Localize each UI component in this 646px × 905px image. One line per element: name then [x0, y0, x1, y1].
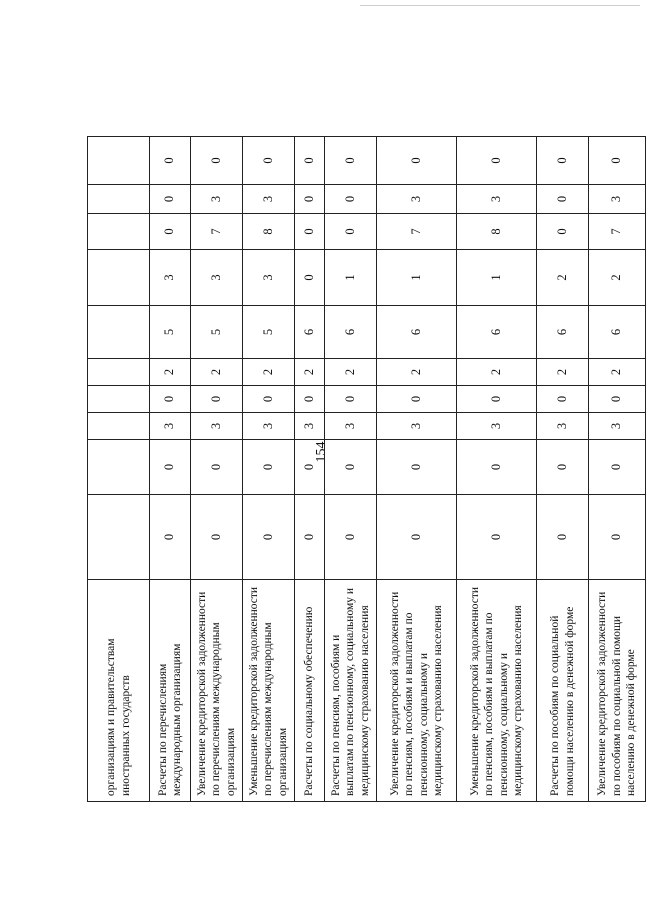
code-cell: 0 [537, 214, 589, 250]
code-cell [88, 440, 150, 495]
code-cell: 0 [537, 386, 589, 413]
code-cell: 3 [150, 413, 191, 440]
row-label: Уменьшение кредиторской задолженности по пенсиям, пособиям и выплатам по пенсионному, социальному и медицинскому страхованию населения [457, 580, 537, 802]
table-body [88, 137, 646, 802]
code-cell [88, 185, 150, 214]
code-cell: 1 [457, 250, 537, 306]
code-cell: 0 [191, 495, 243, 580]
code-cell: 0 [295, 386, 325, 413]
code-cell: 3 [589, 413, 646, 440]
code-cell [88, 495, 150, 580]
code-cell: 0 [150, 386, 191, 413]
row-label: Увеличение кредиторской задолженности по перечислениям международным организациям [191, 580, 243, 802]
code-cell: 2 [537, 359, 589, 386]
code-cell [88, 137, 150, 185]
code-cell: 7 [377, 214, 457, 250]
code-cell: 0 [295, 250, 325, 306]
code-cell: 0 [243, 386, 295, 413]
table-row [457, 137, 537, 802]
code-cell: 2 [243, 359, 295, 386]
code-cell: 3 [150, 250, 191, 306]
table-region [87, 137, 638, 802]
code-cell [88, 386, 150, 413]
code-cell: 0 [589, 137, 646, 185]
code-cell: 0 [325, 386, 377, 413]
code-cell: 3 [191, 250, 243, 306]
code-cell: 0 [325, 137, 377, 185]
code-cell: 1 [325, 250, 377, 306]
table-row [150, 137, 191, 802]
table-row [377, 137, 457, 802]
code-cell: 0 [295, 440, 325, 495]
code-cell: 2 [589, 250, 646, 306]
code-cell: 0 [295, 137, 325, 185]
code-cell: 6 [325, 306, 377, 359]
code-cell: 2 [325, 359, 377, 386]
code-cell: 0 [377, 495, 457, 580]
code-cell [88, 250, 150, 306]
code-cell: 3 [377, 185, 457, 214]
code-cell: 6 [457, 306, 537, 359]
code-cell [88, 359, 150, 386]
code-cell: 3 [191, 185, 243, 214]
code-cell: 2 [150, 359, 191, 386]
code-cell: 3 [243, 250, 295, 306]
row-label: Расчеты по пособиям по социальной помощи населению в денежной форме [537, 580, 589, 802]
code-cell: 5 [150, 306, 191, 359]
code-cell: 3 [243, 413, 295, 440]
code-cell: 0 [191, 386, 243, 413]
code-cell: 3 [377, 413, 457, 440]
table-row [325, 137, 377, 802]
table-row [295, 137, 325, 802]
page-number: 154 [314, 441, 329, 463]
code-cell: 0 [325, 440, 377, 495]
code-cell: 6 [295, 306, 325, 359]
row-label: организациям и правительствам иностранных государств [88, 580, 150, 802]
code-cell: 0 [377, 386, 457, 413]
row-label: Расчеты по перечислениям международным организациям [150, 580, 191, 802]
code-cell: 0 [295, 214, 325, 250]
code-cell: 0 [295, 185, 325, 214]
row-label: Увеличение кредиторской задолженности по пенсиям, пособиям и выплатам по пенсионному, социальному и медицинскому страхованию населения [377, 580, 457, 802]
top-rule [360, 5, 640, 6]
code-cell: 2 [377, 359, 457, 386]
table-row [589, 137, 646, 802]
code-cell [88, 413, 150, 440]
code-cell: 3 [191, 413, 243, 440]
code-cell: 0 [150, 440, 191, 495]
code-cell: 0 [325, 214, 377, 250]
code-cell: 3 [537, 413, 589, 440]
code-cell: 2 [537, 250, 589, 306]
code-cell: 0 [191, 137, 243, 185]
code-cell: 6 [377, 306, 457, 359]
code-cell: 2 [589, 359, 646, 386]
code-cell: 6 [589, 306, 646, 359]
code-cell: 2 [191, 359, 243, 386]
row-label: Увеличение кредиторской задолженности по пособиям по социальной помощи населению в денежной форме [589, 580, 646, 802]
code-cell: 3 [589, 185, 646, 214]
code-cell: 0 [457, 495, 537, 580]
code-cell: 0 [150, 185, 191, 214]
code-cell: 0 [537, 137, 589, 185]
code-cell: 8 [243, 214, 295, 250]
code-cell: 7 [589, 214, 646, 250]
code-cell: 2 [295, 359, 325, 386]
code-cell: 8 [457, 214, 537, 250]
code-cell: 7 [191, 214, 243, 250]
code-cell: 0 [537, 185, 589, 214]
code-cell: 0 [537, 440, 589, 495]
row-label: Расчеты по социальному обеспечению [295, 580, 325, 802]
row-label: Уменьшение кредиторской задолженности по перечислениям международным организациям [243, 580, 295, 802]
code-cell: 0 [243, 440, 295, 495]
table-row [191, 137, 243, 802]
code-cell [88, 214, 150, 250]
code-cell: 0 [295, 495, 325, 580]
code-cell: 3 [295, 413, 325, 440]
code-cell: 0 [457, 440, 537, 495]
code-cell: 3 [457, 185, 537, 214]
code-cell: 6 [537, 306, 589, 359]
code-cell: 0 [589, 386, 646, 413]
code-cell: 5 [191, 306, 243, 359]
code-cell: 0 [191, 440, 243, 495]
code-cell: 1 [377, 250, 457, 306]
code-cell: 2 [457, 359, 537, 386]
code-cell: 0 [150, 495, 191, 580]
table-row [243, 137, 295, 802]
code-cell: 0 [325, 185, 377, 214]
code-cell: 3 [325, 413, 377, 440]
rotated-sheet [87, 137, 638, 802]
code-cell: 0 [150, 214, 191, 250]
code-cell: 0 [377, 137, 457, 185]
accounts-table [87, 136, 646, 802]
table-row [88, 137, 150, 802]
code-cell: 0 [377, 440, 457, 495]
code-cell: 0 [243, 137, 295, 185]
code-cell: 0 [589, 495, 646, 580]
code-cell: 3 [457, 413, 537, 440]
code-cell: 0 [150, 137, 191, 185]
code-cell: 0 [457, 386, 537, 413]
code-cell: 5 [243, 306, 295, 359]
code-cell: 0 [243, 495, 295, 580]
table-row [537, 137, 589, 802]
code-cell [88, 306, 150, 359]
code-cell: 3 [243, 185, 295, 214]
row-label: Расчеты по пенсиям, пособиям и выплатам по пенсионному, социальному и медицинскому страхованию населения [325, 580, 377, 802]
code-cell: 0 [325, 495, 377, 580]
code-cell: 0 [589, 440, 646, 495]
code-cell: 0 [457, 137, 537, 185]
code-cell: 0 [537, 495, 589, 580]
